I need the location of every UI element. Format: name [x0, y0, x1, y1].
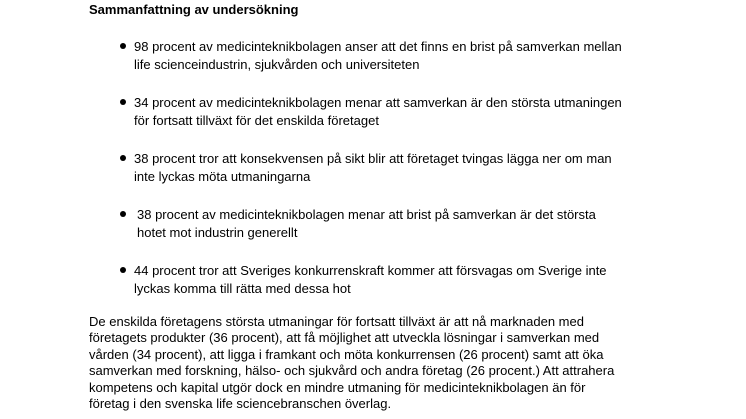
paragraph-line: företagets produkter (36 procent), att få möjlighet att utveckla lösningar i samverkan med — [89, 330, 600, 346]
paragraph-line: vården (34 procent), att ligga i framkant och möta konkurrensen (26 procent) samt att öka — [89, 346, 604, 362]
bullet-text — [134, 38, 674, 74]
bullet-line: 44 procent tror att Sveriges konkurrenskraft kommer att försvagas om Sverige inte — [134, 263, 607, 278]
bullet-icon — [120, 211, 126, 217]
bullet-line: hotet mot industrin generellt — [137, 225, 298, 240]
bullet-line: life scienceindustrin, sjukvården och universiteten — [134, 57, 420, 72]
bullet-line: 34 procent av medicinteknikbolagen menar att samverkan är den största utmaningen — [134, 95, 622, 110]
body-paragraph — [89, 314, 649, 412]
bullet-text — [134, 262, 674, 298]
bullet-line: 38 procent av medicinteknikbolagen menar att brist på samverkan är det största — [137, 207, 596, 222]
paragraph-line: företag i den svenska life sciencebranschen överlag. — [89, 396, 392, 412]
bullet-text — [137, 206, 677, 242]
paragraph-line: De enskilda företagens största utmaningar för fortsatt tillväxt är att nå marknaden med — [89, 314, 584, 329]
bullet-icon — [120, 43, 126, 49]
bullet-icon — [120, 155, 126, 161]
bullet-line: 98 procent av medicinteknikbolagen anser att det finns en brist på samverkan mellan — [134, 39, 622, 54]
section-heading: Sammanfattning av undersökning — [89, 2, 299, 17]
bullet-line: inte lyckas möta utmaningarna — [134, 169, 311, 184]
bullet-icon — [120, 99, 126, 105]
bullet-line: för fortsatt tillväxt för det enskilda företaget — [134, 113, 379, 128]
paragraph-line: samverkan med forskning, hälso- och sjukvård och andra företag (26 procent.) Att attrahera — [89, 363, 615, 379]
bullet-line: 38 procent tror att konsekvensen på sikt blir att företaget tvingas lägga ner om man — [134, 151, 612, 166]
bullet-text — [134, 94, 674, 130]
bullet-line: lyckas komma till rätta med dessa hot — [134, 281, 351, 296]
bullet-text — [134, 150, 674, 186]
bullet-icon — [120, 267, 126, 273]
paragraph-line: kompetens och kapital utgör dock en mindre utmaning för medicinteknikbolagen än för — [89, 379, 586, 395]
